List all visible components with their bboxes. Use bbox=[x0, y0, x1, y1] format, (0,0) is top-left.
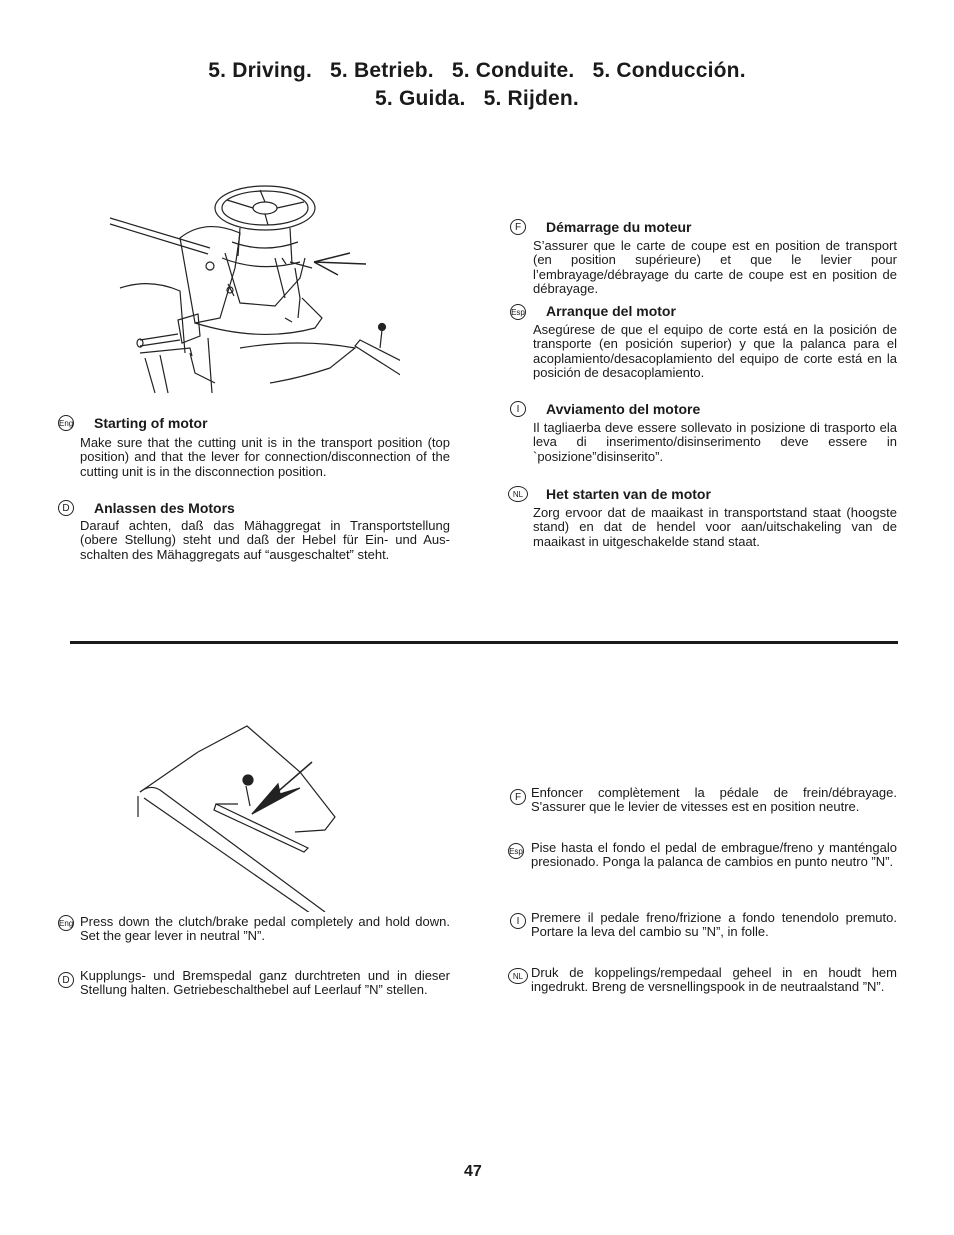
section-heading: Démarrage du moteur bbox=[546, 219, 692, 235]
section-heading: Het starten van de motor bbox=[546, 486, 711, 502]
section-text: Make sure that the cutting unit is in the transport position (top position) and that the lever for connection/disconnection of the cutting unit is in the disconnection position. bbox=[80, 435, 450, 479]
language-badge-f: F bbox=[510, 219, 526, 235]
section-text: Druk de koppelings/rempedaal geheel in en houdt hem ingedrukt. Breng de versnellingspook in de neutraalstand ”N”. bbox=[531, 965, 897, 995]
section-divider bbox=[70, 641, 898, 644]
section-text: S’assurer que le carte de coupe est en position de transport (en position supérieure) et que le levier pour l’embrayage/débrayage du carte de coupe est en position de débrayage. bbox=[533, 238, 897, 297]
language-badge-nl: NL bbox=[508, 486, 528, 502]
language-badge-i: I bbox=[510, 913, 526, 929]
steering-dashboard-illustration bbox=[100, 178, 400, 400]
language-badge-d: D bbox=[58, 972, 74, 988]
page-title-line-2: 5. Guida. 5. Rijden. bbox=[375, 87, 579, 110]
section-heading: Starting of motor bbox=[94, 415, 208, 431]
section-text: Zorg ervoor dat de maaikast in transportstand staat (hoogste stand) en dat de hendel voor aan/uitschakeling van de maaikast in uitgeschakelde stand staat. bbox=[533, 505, 897, 549]
section-text: Enfoncer complètement la pédale de frein/débrayage. S'assurer que le levier de vitesses est en position neutre. bbox=[531, 785, 897, 815]
language-badge-esp: Esp bbox=[510, 304, 526, 320]
language-badge-nl: NL bbox=[508, 968, 528, 984]
language-badge-f: F bbox=[510, 789, 526, 805]
section-text: Pise hasta el fondo el pedal de embrague/freno y manténgalo presionado. Ponga la palanca de cambios en punto neutro ”N”. bbox=[531, 840, 897, 870]
section-text: Darauf achten, daß das Mähaggregat in Transportstellung (obere Stellung) steht und daß der Hebel für Ein- und Aus-schalten des Mähaggregats auf “ausgeschaltet” steht. bbox=[80, 518, 450, 562]
pedal-illustration bbox=[130, 722, 340, 912]
language-badge-esp: Esp bbox=[508, 843, 524, 859]
page-number: 47 bbox=[464, 1163, 482, 1180]
section-text: Premere il pedale freno/frizione a fondo tenendolo premuto. Portare la leva del cambio su ”N”, in folle. bbox=[531, 910, 897, 940]
language-badge-d: D bbox=[58, 500, 74, 516]
language-badge-i: I bbox=[510, 401, 526, 417]
language-badge-eng: Eng bbox=[58, 415, 74, 431]
section-heading: Arranque del motor bbox=[546, 303, 676, 319]
section-text: Asegúrese de que el equipo de corte está en la posición de transporte (en posición superior) y que la palanca para el acoplamiento/desacoplamiento del equipo de corte está en la posición de desacoplamiento. bbox=[533, 322, 897, 381]
section-text: Press down the clutch/brake pedal completely and hold down. Set the gear lever in neutral ”N”. bbox=[80, 914, 450, 944]
section-text: Il tagliaerba deve essere sollevato in posizione di trasporto ela leva di inserimento/disinserimento deve essere in `posizione”disinserito”. bbox=[533, 420, 897, 464]
language-badge-eng: Eng bbox=[58, 915, 74, 931]
page-title-line-1: 5. Driving. 5. Betrieb. 5. Conduite. 5. Conducción. bbox=[208, 59, 746, 82]
section-heading: Anlassen des Motors bbox=[94, 500, 235, 516]
section-text: Kupplungs- und Bremspedal ganz durchtreten und in dieser Stellung halten. Getriebeschalthebel auf Leerlauf ”N” stellen. bbox=[80, 968, 450, 998]
section-heading: Avviamento del motore bbox=[546, 401, 701, 417]
